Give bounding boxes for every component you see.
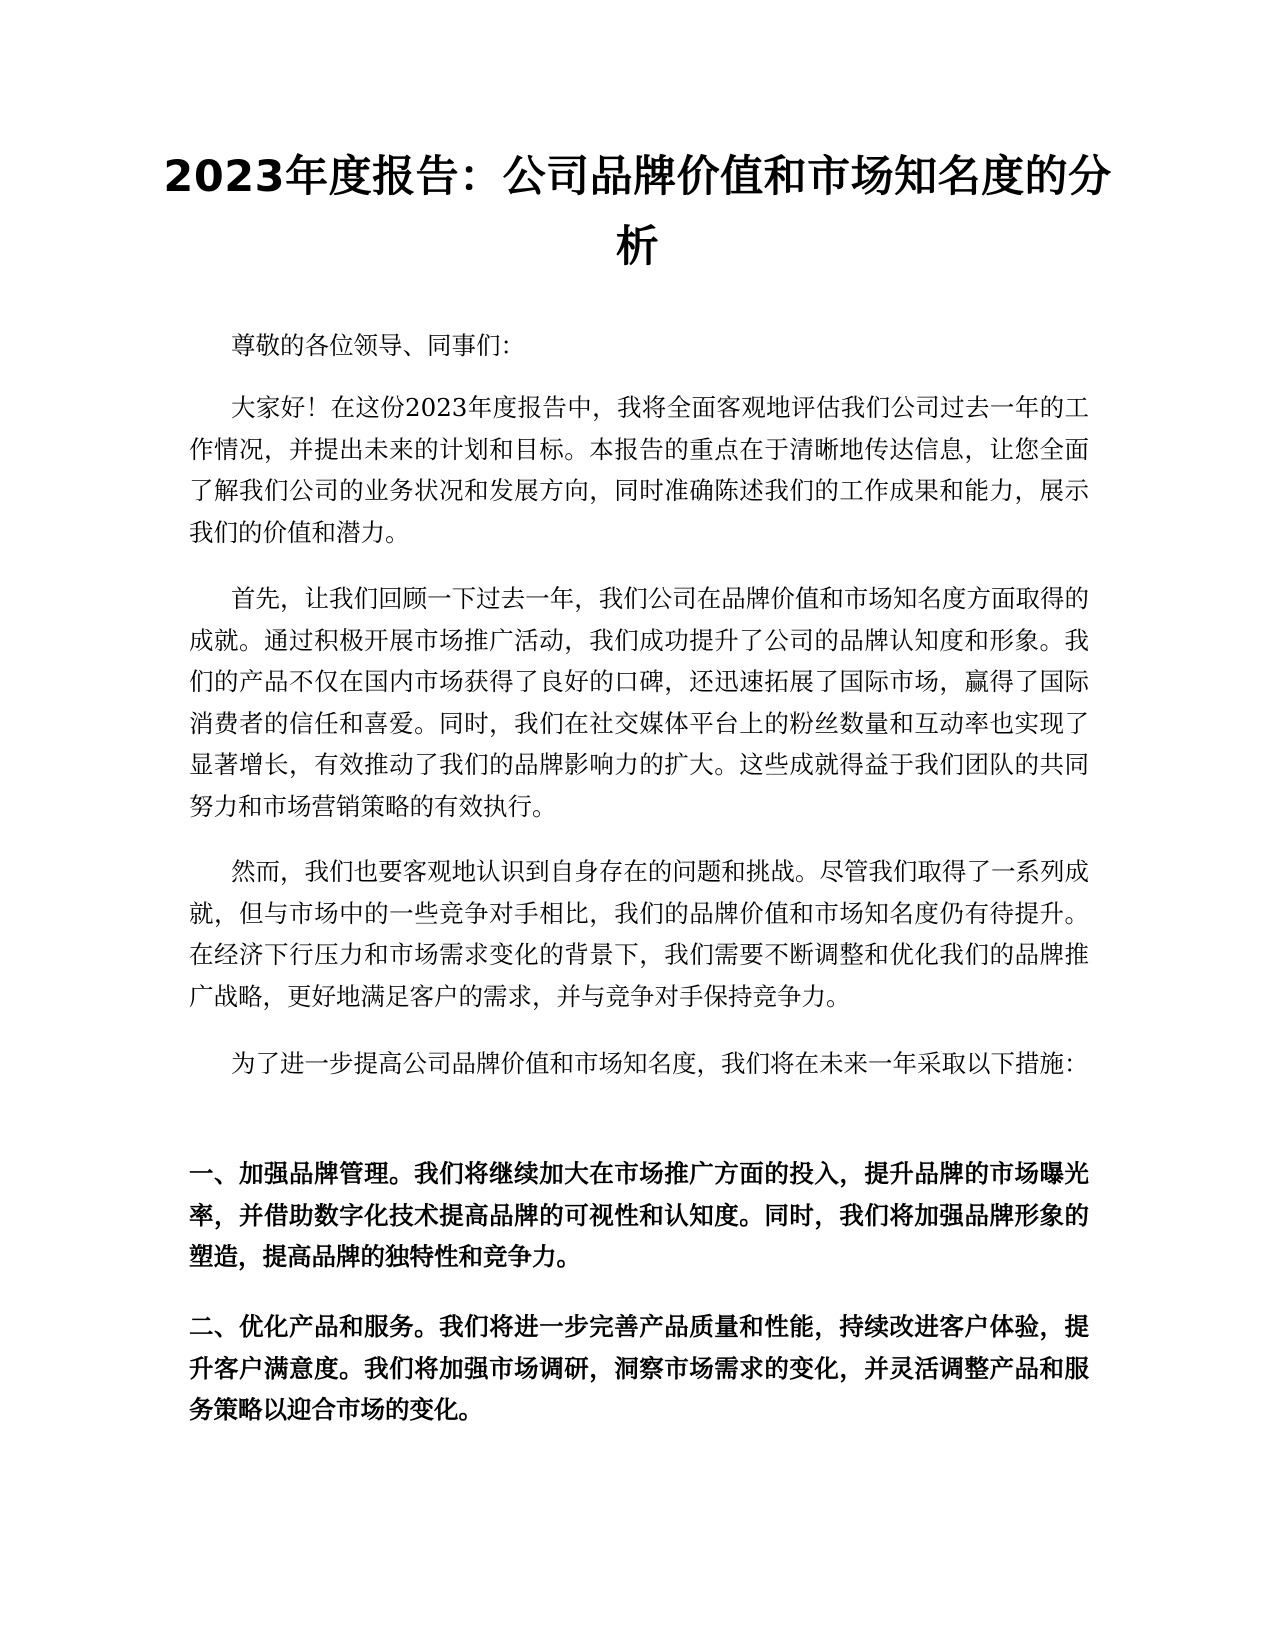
measure-item-product-service: 二、优化产品和服务。我们将进一步完善产品质量和性能，持续改进客户体验，提升客户满意度。我们将加强市场调研，洞察市场需求的变化，并灵活调整产品和服务策略以迎合市场的变化。 xyxy=(189,1312,1089,1424)
challenges-paragraph: 然而，我们也要客观地认识到自身存在的问题和挑战。尽管我们取得了一系列成就，但与市场中的一些竞争对手相比，我们的品牌价值和市场知名度仍有待提升。在经济下行压力和市场需求变化的背景下，我们需要不断调整和优化我们的品牌推广战略，更好地满足客户的需求，并与竞争对手保持竞争力。 xyxy=(189,857,1089,1011)
achievements-paragraph: 首先，让我们回顾一下过去一年，我们公司在品牌价值和市场知名度方面取得的成就。通过积极开展市场推广活动，我们成功提升了公司的品牌认知度和形象。我们的产品不仅在国内市场获得了良好的口碑，还迅速拓展了国际市场，赢得了国际消费者的信任和喜爱。同时，我们在社交媒体平台上的粉丝数量和互动率也实现了显著增长，有效推动了我们的品牌影响力的扩大。这些成就得益于我们团队的共同努力和市场营销策略的有效执行。 xyxy=(189,584,1089,821)
greeting-paragraph: 尊敬的各位领导、同事们： xyxy=(231,331,525,360)
measures-intro-paragraph: 为了进一步提高公司品牌价值和市场知名度，我们将在未来一年采取以下措施： xyxy=(231,1049,1089,1078)
document-title: 2023年度报告：公司品牌价值和市场知名度的分析 xyxy=(163,152,1112,272)
measure-item-brand-management: 一、加强品牌管理。我们将继续加大在市场推广方面的投入，提升品牌的市场曝光率，并借助数字化技术提高品牌的可视性和认知度。同时，我们将加强品牌形象的塑造，提高品牌的独特性和竞争力。 xyxy=(189,1159,1089,1271)
intro-paragraph: 大家好！在这份2023年度报告中，我将全面客观地评估我们公司过去一年的工作情况，并提出未来的计划和目标。本报告的重点在于清晰地传达信息，让您全面了解我们公司的业务状况和发展方向，同时准确陈述我们的工作成果和能力，展示我们的价值和潜力。 xyxy=(189,393,1089,547)
